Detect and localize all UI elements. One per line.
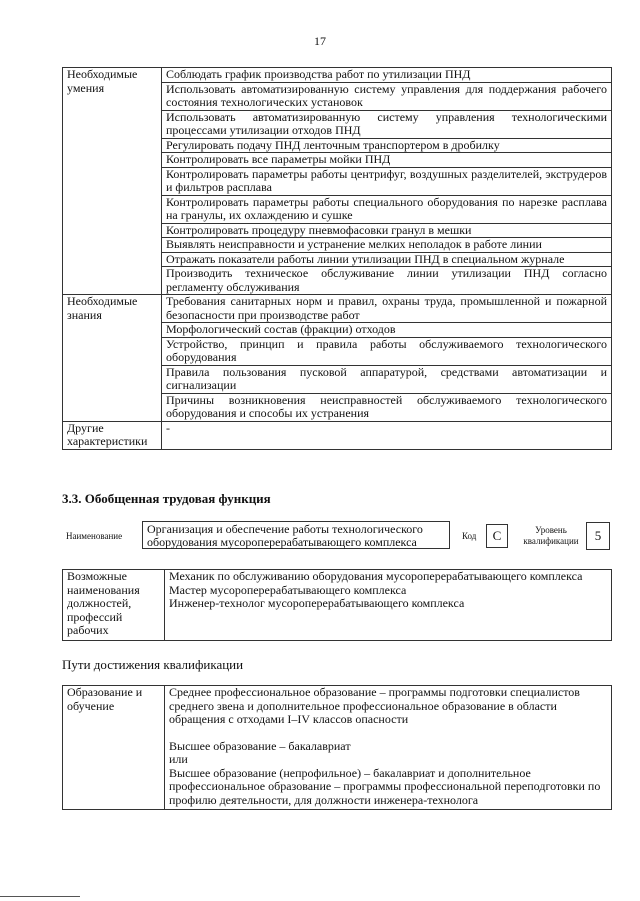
education-label: Образование и обучение xyxy=(63,686,165,810)
position-item: Механик по обслуживанию оборудования мусороперерабатывающего комплекса xyxy=(169,569,583,583)
section-title: 3.3. Обобщенная трудовая функция xyxy=(62,491,271,506)
skill-item: Производить техническое обслуживание линии утилизации ПНД согласно регламенту обслуживания xyxy=(162,267,612,295)
skills-label: Необходимые умения xyxy=(63,68,162,295)
name-label: Наименование xyxy=(66,531,123,541)
position-item: Мастер мусороперерабатывающего комплекса xyxy=(169,582,407,597)
position-item: Инженер-технолог мусороперерабатывающего комплекса xyxy=(169,596,465,610)
knowledge-item: Правила пользования пусковой аппаратурой, средствами автоматизации и сигнализации xyxy=(162,365,612,393)
skills-knowledge-table xyxy=(62,67,612,450)
education-line: Высшее образование (непрофильное) – бакалавриат и дополнительное профессиональное образование – программы профессиональной переподготовки по профилю деятельности, для должности инженера-технолога xyxy=(169,765,601,807)
code-label: Код xyxy=(462,531,477,541)
education-line: Среднее профессиональное образование – программы подготовки специалистов среднего звена и дополнительное профессиональное образование в области обращения с отходами I–IV классов опасности xyxy=(169,685,580,726)
function-header xyxy=(62,521,612,551)
skill-item: Выявлять неисправности и устранение мелких неполадок в работе линии xyxy=(162,238,612,253)
skill-item: Контролировать процедуру пневмофасовки гранул в мешки xyxy=(162,223,612,238)
positions-cell xyxy=(165,570,612,641)
knowledge-label: Необходимые знания xyxy=(63,295,162,422)
level-label: Уровень квалификации xyxy=(523,525,579,546)
level-value: 5 xyxy=(586,522,610,550)
skill-item: Контролировать параметры работы центрифуг, воздушных разделителей, экструдеров и фильтров расплава xyxy=(162,167,612,195)
name-value: Организация и обеспечение работы технологического оборудования мусороперерабатывающего комплекса xyxy=(142,521,450,549)
skill-item: Регулировать подачу ПНД ленточным транспортером в дробилку xyxy=(162,138,612,153)
other-value: - xyxy=(162,421,612,449)
page-number: 17 xyxy=(314,34,326,48)
education-cell xyxy=(165,686,612,810)
positions-label: Возможные наименования должностей, профессий рабочих xyxy=(63,570,165,641)
positions-table xyxy=(62,569,612,641)
knowledge-item: Требования санитарных норм и правил, охраны труда, промышленной и пожарной безопасности при производстве работ xyxy=(162,295,612,323)
education-line: или xyxy=(169,752,188,766)
other-label: Другие характеристики xyxy=(63,421,162,449)
skill-item: Отражать показатели работы линии утилизации ПНД в специальном журнале xyxy=(162,252,612,267)
knowledge-item: Морфологический состав (фракции) отходов xyxy=(162,323,612,338)
skill-item: Использовать автоматизированную систему управления для поддержания рабочего состояния технологических установок xyxy=(162,82,612,110)
skill-item: Контролировать все параметры мойки ПНД xyxy=(162,153,612,168)
paths-title: Пути достижения квалификации xyxy=(62,657,244,672)
code-value: C xyxy=(486,524,508,548)
bottom-divider xyxy=(0,896,80,897)
education-table xyxy=(62,685,612,810)
knowledge-item: Причины возникновения неисправностей обслуживаемого технологического оборудования и способы их устранения xyxy=(162,393,612,421)
knowledge-item: Устройство, принцип и правила работы обслуживаемого технологического оборудования xyxy=(162,337,612,365)
skill-item: Соблюдать график производства работ по утилизации ПНД xyxy=(162,68,612,83)
skill-item: Использовать автоматизированную систему управления технологическими процессами утилизации отходов ПНД xyxy=(162,110,612,138)
education-line: Высшее образование – бакалавриат xyxy=(169,738,351,753)
skill-item: Контролировать параметры работы специального оборудования по нарезке расплава на гранулы, их охлаждению и сушке xyxy=(162,195,612,223)
